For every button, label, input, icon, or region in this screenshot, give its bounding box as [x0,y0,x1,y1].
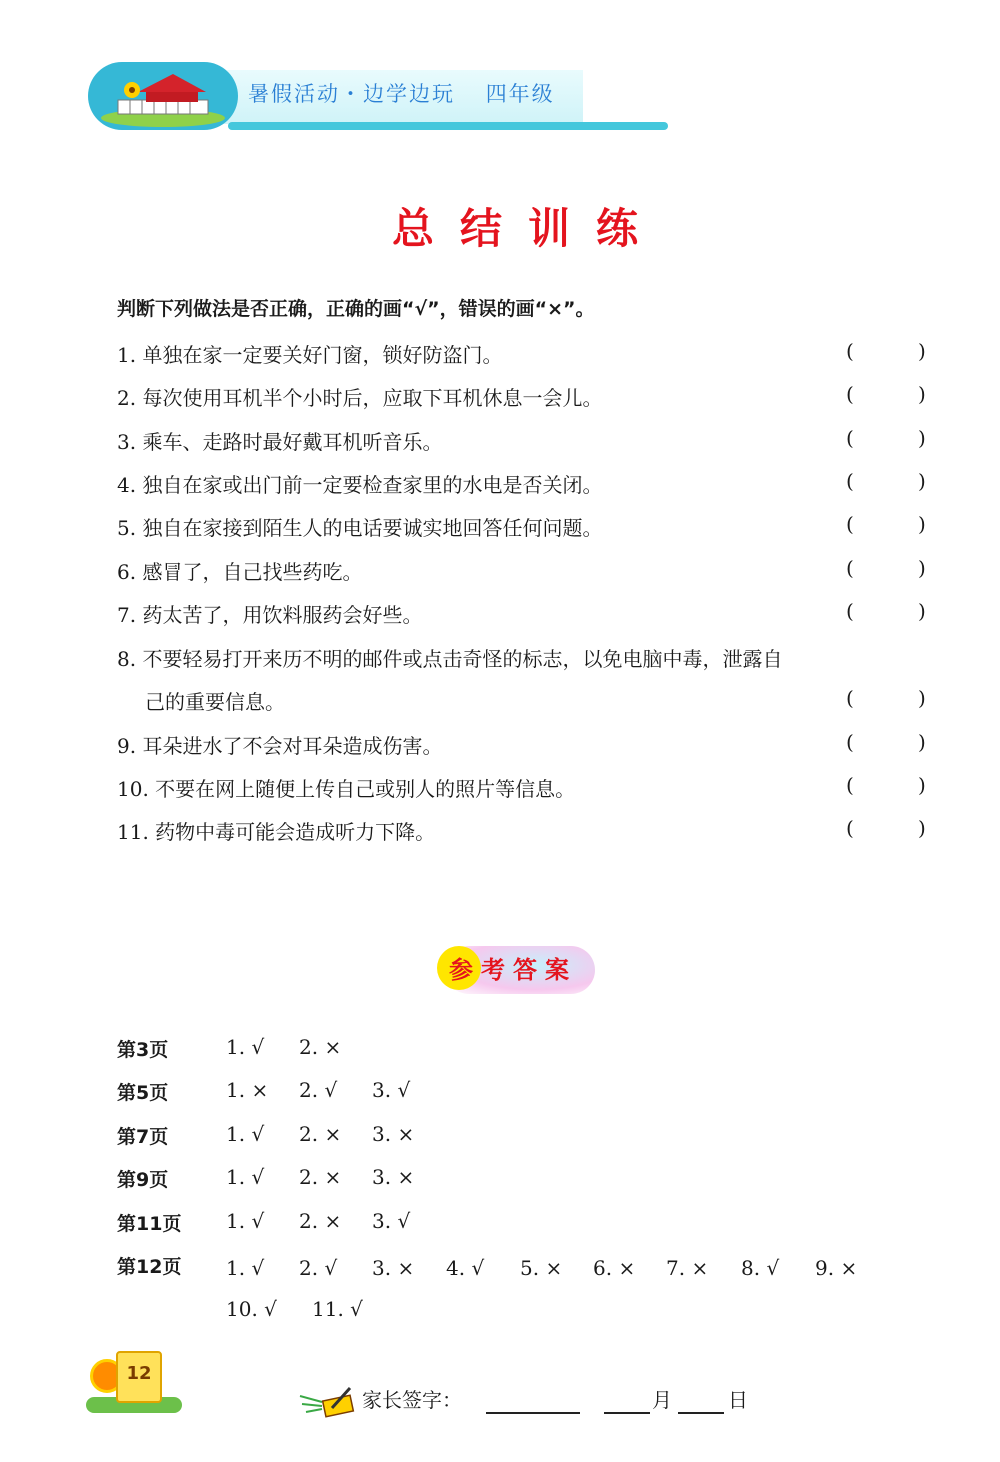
answer-item: 3. × [372,1122,415,1146]
answer-item: 3. × [372,1256,415,1280]
answer-item: 3. √ [372,1209,411,1233]
answer-page-label: 第5页 [117,1082,169,1104]
answer-item: 5. × [520,1256,563,1280]
grade-label: 四年级 [485,82,555,106]
answer-item: 2. × [299,1122,342,1146]
answer-page-label: 第9页 [117,1169,169,1191]
signature-field[interactable] [486,1390,580,1414]
answer-item: 1. √ [226,1165,265,1189]
answer-item: 4. √ [446,1256,485,1280]
answer-item: 2. √ [299,1078,338,1102]
answer-item: 1. √ [226,1122,265,1146]
answer-item: 1. √ [226,1209,265,1233]
answer-page-label: 第12页 [117,1256,182,1278]
answer-item: 10. √ [226,1297,277,1321]
question-7: 7. 药太苦了，用饮料服药会好些。 [117,603,423,627]
series-name: 暑假活动・边学边玩 [248,82,455,106]
answers-title: 参考答案 [449,956,577,984]
question-10: 10. 不要在网上随便上传自己或别人的照片等信息。 [117,777,576,801]
answer-item: 6. × [593,1256,636,1280]
month-label: 月 [652,1388,672,1412]
page-title: 总结训练 [391,204,664,253]
page-number: 12 [126,1363,152,1384]
answer-item: 1. √ [226,1256,265,1280]
answer-page-label: 第11页 [117,1213,182,1235]
banner-illustration [88,62,238,130]
question-4: 4. 独自在家或出门前一定要检查家里的水电是否关闭。 [117,473,603,497]
answer-item: 1. × [226,1078,269,1102]
answer-item: 11. √ [312,1297,363,1321]
month-field[interactable] [604,1390,650,1414]
answer-page-label: 第3页 [117,1039,169,1061]
question-8-continued: 己的重要信息。 [145,690,285,714]
question-8: 8. 不要轻易打开来历不明的邮件或点击奇怪的标志，以免电脑中毒，泄露自 [117,647,783,671]
question-1: 1. 单独在家一定要关好门窗，锁好防盗门。 [117,343,503,367]
pen-paper-icon [298,1382,358,1418]
day-field[interactable] [678,1390,724,1414]
instructions: 判断下列做法是否正确，正确的画“√”，错误的画“×”。 [117,298,595,320]
question-9: 9. 耳朵进水了不会对耳朵造成伤害。 [117,734,443,758]
answer-page-label: 第7页 [117,1126,169,1148]
answer-item: 9. × [815,1256,858,1280]
answer-item: 2. × [299,1209,342,1233]
header-banner [88,62,583,130]
answer-item: 7. × [666,1256,709,1280]
question-6: 6. 感冒了，自己找些药吃。 [117,560,363,584]
answers-header [437,938,607,998]
answer-item: 3. √ [372,1078,411,1102]
parent-signature-label: 家长签字： [362,1388,462,1412]
day-label: 日 [728,1388,748,1412]
question-5: 5. 独自在家接到陌生人的电话要诚实地回答任何问题。 [117,516,603,540]
answer-item: 1. √ [226,1035,265,1059]
page-number-badge [86,1345,182,1415]
question-2: 2. 每次使用耳机半个小时后，应取下耳机休息一会儿。 [117,386,603,410]
house-garden-icon [88,62,238,130]
question-11: 11. 药物中毒可能会造成听力下降。 [117,820,436,844]
answer-item: 3. × [372,1165,415,1189]
answer-item: 2. √ [299,1256,338,1280]
answer-item: 2. × [299,1165,342,1189]
question-3: 3. 乘车、走路时最好戴耳机听音乐。 [117,430,443,454]
answer-item: 2. × [299,1035,342,1059]
banner-underline [228,122,668,130]
banner-title [248,78,555,108]
answer-item: 8. √ [741,1256,780,1280]
